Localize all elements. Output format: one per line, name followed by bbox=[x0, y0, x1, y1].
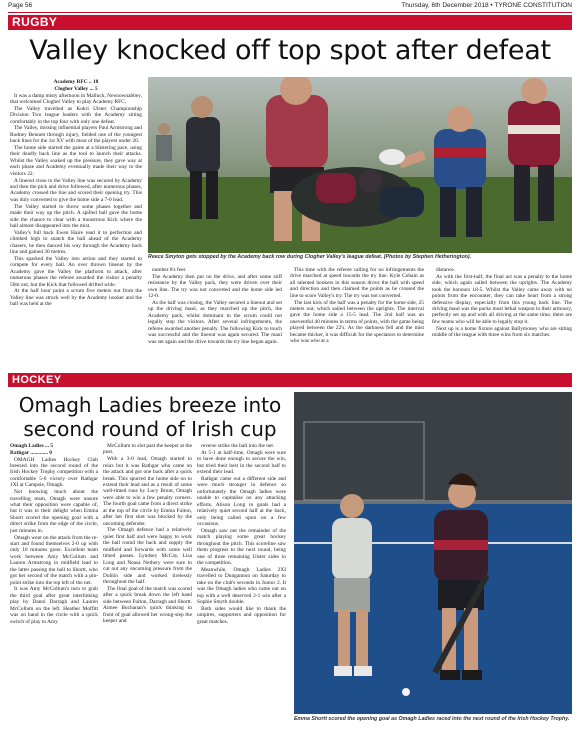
rugby-paragraph: This time with the referee calling for no infringements the drive marched at speed towards the try line. Kyle Cobain as all talented hookers in this season drove the ball with speed and direction and then claimed the points as he crossed the line to score Valley's try. The try was not converted. bbox=[290, 267, 424, 299]
rugby-paragraph: A lineout close to the Valley line was secured by Academy and then the pick and drive followed, after numerous phases, Academy crossed the line and scored their opening try. This was duly converted to give the home side a 7-0 lead. bbox=[10, 177, 142, 203]
section-band-rugby: RUGBY bbox=[8, 15, 572, 30]
rugby-paragraph: Next up is a home fixture against Ballymoney who are sitting middle of the league with three wins from six matches. bbox=[432, 325, 572, 339]
hockey-paragraph: At 5-1 at half-time, Omagh were sure to have done enough to secure the win, but tried their best in the second half to extend their lead. bbox=[197, 449, 286, 476]
rugby-paragraph: As the half was closing, the Valley secured a lineout and set up the driving maul, as they marched up the pitch, the Academy pack, whilst dominant in the scrum could not legally stop the visitors. After several infringements, the referee awarded another penalty. The following Kick to touch was successful and the lineout was again secured. The maul was set again and the drive towards the try line began again. bbox=[148, 299, 282, 345]
hockey-paragraph: Omagh saw out the remainder of the match playing some great hockey throughout the pitch. This scoreline saw them progress to the next round, being one of three remaining Ulster sides in the competition. bbox=[197, 527, 286, 567]
rugby-paragraph: distance. bbox=[436, 267, 456, 273]
hockey-paragraph: Omagh went on the attack from the re-start and found themselves 2-0 up with only 10 minutes gone. Excellent team work between Amy McCollum and Lauren Armstrong in midfield lead to the latter passing the ball to Shortt, who got her second of the match with a pin-point strike into the top left of the net. bbox=[10, 534, 98, 586]
hockey-paragraph: Both sides would like to thank the umpires, supporters and opposition for great matches. bbox=[197, 605, 286, 625]
rugby-headline: Valley knocked off top spot after defeat bbox=[29, 35, 551, 66]
rugby-score-away: Clogher Valley ... 5 bbox=[54, 85, 98, 92]
rugby-paragraph: The Valley started to throw some phases together and made their way up the pitch. A spilled ball gave the home side the chance to clear with a monstrous Kick where the ball almost disappeared into the mist. bbox=[10, 203, 142, 230]
hockey-paragraph: With a 3-0 lead, Omagh started to relax but it was Rathgar who came on the attack and got one back after a quick break. This spurred the home side on to extend their lead and as a result of some well-timed runs by Lucy Brunt, Omagh were able to win a few penalty corners. The fourth goal came from a direct strike at the top of the circle by Emma Fulton, after her first shot was blocked by the oncoming defender. bbox=[103, 456, 192, 527]
rugby-paragraph: Valley's full back Ewen Haire read it to perfection and climbed high to snatch the ball ahead of the Academy chasers, he then danced his way through the Academy back line and gained 30 metres. bbox=[10, 229, 142, 256]
hockey-photo bbox=[294, 392, 572, 714]
rugby-score-home: Academy RFC .. 18 bbox=[53, 79, 99, 85]
hockey-score-away: Rathgar ............. 0 bbox=[10, 449, 52, 456]
hockey-paragraph: The Omagh defence had a relatively quiet first half and were happy to work the ball round the back and supply the midfield and forwards with some well timed passes. Lyndsey McCay, Lisa Long and Neasa Nethery were sure to cut out any oncoming pressure from the Dublin side and worked tirelessly throughout the half. bbox=[103, 527, 192, 586]
hockey-paragraph: Not knowing much about the travelling team, Omagh were unsure what their opposition were capable of, but it was to their delight when Emma Shortt scored the opening goal with a direct strike from the edge of the circle, just minutes in. bbox=[10, 489, 98, 534]
hockey-score-home: Omagh Ladies ... 5 bbox=[10, 443, 54, 449]
page-header bbox=[8, 2, 572, 12]
rugby-paragraph: The last kick of the half was a penalty for the home side, 25 meters out, which sailed between the uprights. The interval gave the home side a 15-5 lead. The 2nd half was an uneventful 40 minutes in terms of points, with the game being played between the 22's. As the darkness fell and the mist became thicker, it was difficult for the spectators to determine who was who at a bbox=[290, 299, 424, 345]
rugby-column-3 bbox=[290, 267, 424, 370]
rugby-column-1 bbox=[10, 79, 142, 370]
hockey-column-3 bbox=[197, 443, 286, 733]
hockey-paragraph: McCollum to slot past the keeper at the post. bbox=[103, 443, 192, 456]
rugby-paragraph: The Valley, missing influential players Paul Armstrong and Rodney Bennett through injury, fielded one of the youngest back lines for the 1st XV with most of the players under 20. bbox=[10, 125, 142, 145]
hockey-paragraph: Meanwhile, Omagh Ladies 2XI travelled to Dungannon on Saturday to take on the club's seconds in Junior 2. It was the Omagh ladies who came out on top with a well deserved 2-1 win after a Sophie Smyth double. bbox=[197, 566, 286, 606]
section-band-hockey: HOCKEY bbox=[8, 373, 572, 387]
rugby-column-4 bbox=[432, 267, 572, 370]
rugby-column-2 bbox=[148, 267, 282, 370]
hockey-paragraph: The final goal of the match was scored after a quick break down the left hand side between Fulton, Darragh and Shortt. Aimee Buchanan's quick thinking in front of goal allowed her wrong-step the keeper and bbox=[103, 585, 192, 625]
hockey-paragraph: Rathgar came out a different side and were much stronger in defence so unfortunately the Omagh ladies were unable to capitalise on any attacking efforts. Alison Long in goals had a relatively quiet second half at the back, only being called upon on a few occasions. bbox=[197, 475, 286, 528]
rugby-paragraph: It was a damp misty afternoon in Malluck, Newtownabbey, that welcomed Clogher Valley to play Academy RFC. bbox=[10, 92, 142, 105]
page-number: Page 56 bbox=[8, 2, 33, 9]
hockey-paragraph: It was Amy McCollum's turn to grab the third goal after great interlinking play by Danni Darragh and Lauren McCollum on the left. Heather Moffitt was on hand in the circle with a quick switch of play to Amy bbox=[10, 586, 98, 625]
rugby-paragraph: The Academy then put on the drive, and after some stiff resistance by the Valley pack, they were driven over their own line. The try was not converted and the home side led 12-0. bbox=[148, 273, 282, 300]
hockey-column-1 bbox=[10, 443, 98, 733]
rugby-photo bbox=[148, 77, 572, 253]
rugby-paragraph: The home side started the game at a blistering pace, using their deadly back line as the tool to launch their attacks. Whilst the Valley soaked up the pressure, they gave way at each phase and Academy eventually made their way to the visitors 22. bbox=[10, 145, 142, 177]
header-rule bbox=[8, 12, 572, 13]
publication-date: Thursday, 6th December 2018 • TYRONE CONSTITUTION bbox=[401, 2, 572, 9]
hockey-column-2 bbox=[103, 443, 192, 733]
rugby-paragraph: This sparked the Valley into action and they started to compete for every ball. An over thrown lineout by the Academy gave the Valley the platform to attack, after numerous phases the referee awarded the visitor a penalty 50m out, but the Kick that followed drifted wide. bbox=[10, 255, 142, 288]
rugby-paragraph: At the half hour point a scrum five meters out from the Valley line was struck well by the Academy hooker and the ball was held at the bbox=[10, 288, 142, 308]
rugby-photo-caption: Reece Smyton gets stopped by the Academy back row during Clogher Valley's league defeat. (Photos by Stephen Hetherington). bbox=[148, 254, 472, 260]
rugby-paragraph: number 8's feet. bbox=[152, 267, 187, 273]
hockey-paragraph: reverse strike the ball into the net. bbox=[201, 443, 275, 449]
hockey-headline: Omagh Ladies breeze into second round of Irish cup bbox=[18, 393, 282, 441]
rugby-paragraph: As with the first-half, the final act was a penalty to the home side, which again sailed between the uprights. The Academy took the honours 18-5. Whilst the Valley came away with no points from the encounter, they can take heart from a strong defensive display, especially from this young back line. The driving maul was the packs most lethal weapon in their armoury, perfectly set up and with all driving at the same time, there are few teams who will be able to legally stop it. bbox=[432, 273, 572, 325]
hockey-paragraph: OMAGH Ladies Hockey Club breezed into the second round of the Irish Hockey Trophy competition with a comfortable 5-0 victory over Rathgar 1XI at Campsie, Omagh. bbox=[10, 456, 98, 489]
rugby-paragraph: The Valley travelled as Kukri Ulster Championship Division Two league leaders with the Academy sitting comfortably in the top four with only one defeat. bbox=[10, 105, 142, 125]
hockey-photo-caption: Emma Shortt scored the opening goal as Omagh Ladies raced into the next round of the Irish Hockey Trophy. bbox=[294, 716, 570, 722]
